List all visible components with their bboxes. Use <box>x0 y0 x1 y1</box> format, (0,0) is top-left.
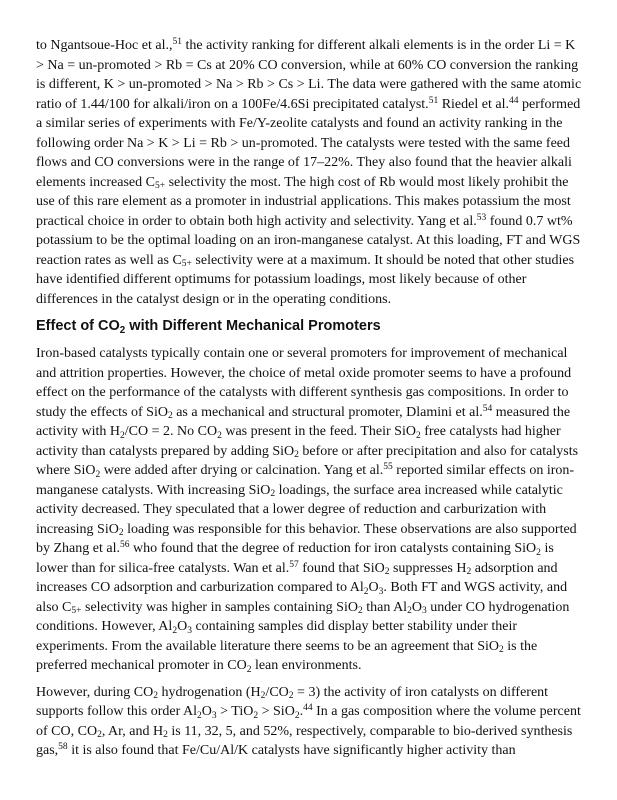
text-run: In a gas composition where the volume percent of CO, CO <box>36 704 581 739</box>
text-run: However, during CO <box>36 684 154 700</box>
text-run: who found that the degree of reduction for iron catalysts containing SiO <box>129 541 537 556</box>
subscript: 2 <box>260 691 266 702</box>
citation-ref: 53 <box>476 212 487 223</box>
text-run: under CO hydrogenation conditions. However, Al <box>36 599 570 634</box>
paragraph-alkali-promoters <box>36 36 584 309</box>
subscript: 2 <box>270 489 276 500</box>
subscript: 2 <box>120 430 125 441</box>
text-run: selectivity was higher in samples containing SiO <box>81 599 358 615</box>
text-run: O <box>177 619 188 634</box>
subscript: 3 <box>187 625 192 636</box>
subscript: 2 <box>153 691 159 702</box>
heading-text: Effect of CO <box>36 318 120 334</box>
subscript: 2 <box>163 730 168 741</box>
subscript: 2 <box>294 450 299 461</box>
subscript: 2 <box>167 411 173 422</box>
text-run: reported similar effects on iron-manganese catalysts. With increasing SiO <box>36 463 575 498</box>
subscript: 2 <box>357 606 363 617</box>
subscript: 2 <box>246 664 252 675</box>
citation-ref: 51 <box>172 37 182 48</box>
text-run: > TiO <box>216 704 254 719</box>
text-run: is 11, 32, 5, and 52%, respectively, comparable to bio-derived synthesis gas, <box>36 723 573 758</box>
citation-ref: 56 <box>119 540 130 551</box>
text-run: before or after precipitation and also for catalysts where SiO <box>36 443 579 478</box>
text-run: adsorption and increases CO adsorption and carburization compared to Al <box>36 560 558 595</box>
subscript: 2 <box>466 567 472 578</box>
subscript: 3 <box>211 710 217 721</box>
text-run: selectivity the most. The high cost of Rb would most likely prohibit the use of this rare element as a promoter in industrial applications. This makes potassium the most practical choice in order to obtain both high activity and selectivity. Yang et al. <box>36 174 571 229</box>
text-run: measured the activity with H <box>36 404 571 439</box>
text-run: , Ar, and H <box>101 723 164 739</box>
text-run: is lower than for silica-free catalysts. Wan et al. <box>36 541 554 576</box>
text-run: O <box>368 580 379 595</box>
subscript: 5+ <box>71 606 82 617</box>
text-run: it is also found that Fe/Cu/Al/K catalysts have significantly higher activity than <box>67 743 516 758</box>
subscript: 5+ <box>154 181 166 192</box>
paragraph-mechanical-promoters <box>36 344 584 676</box>
text-run: free catalysts had higher activity than catalysts prepared by adding SiO <box>36 424 561 459</box>
subscript: 2 <box>415 430 421 441</box>
text-run: found that SiO <box>298 560 385 576</box>
document-page <box>36 36 584 761</box>
citation-ref: 55 <box>383 462 393 473</box>
text-run: . <box>299 704 304 719</box>
section-heading <box>36 317 584 336</box>
text-run: was present in the feed. Their SiO <box>221 424 416 439</box>
subscript: 2 <box>499 645 504 656</box>
subscript: 2 <box>407 606 412 617</box>
text-run: Riedel et al. <box>438 96 509 112</box>
text-run: selectivity were at a maximum. It should be noted that other studies have identified different optimums for potassium loadings, most likely because of other differences in the catalyst design or in the operating conditions. <box>36 252 575 307</box>
subscript: 2 <box>536 547 541 558</box>
text-run: O <box>201 704 212 719</box>
text-run: the activity ranking for different alkali elements is in the order Li = K > Na = un-promoted > Rb = Cs at 20% CO conversion, while at 60% CO conversion the ranking is different, K > un-promoted > Na > Rb > Cs > Li. The data were gathered with the same atomic ratio of 1.44/100 for alkali/iron on a 100Fe/4.6Si precipitated catalyst. <box>36 38 582 112</box>
text-run: to Ngantsoue-Hoc et al., <box>36 38 173 53</box>
text-run: /CO <box>265 684 289 700</box>
text-run: Iron-based catalysts typically contain one or several promoters for improvement of mechanical and attrition properties. However, the choice of metal oxide promoter seems to have a profound effect on the performance of the catalysts with different synthesis gas compositions. In order to study the effects of SiO <box>36 346 572 420</box>
text-run: than Al <box>362 599 408 615</box>
subscript: 2 <box>118 528 124 539</box>
subscript: 2 <box>288 691 294 702</box>
text-run: /CO = 2. No CO <box>124 424 218 439</box>
subscript: 2 <box>384 567 390 578</box>
subscript: 2 <box>197 710 202 721</box>
subscript: 2 <box>363 586 369 597</box>
text-run: hydrogenation (H <box>158 684 261 700</box>
citation-ref: 44 <box>508 95 519 106</box>
text-run: . Both FT and WGS activity, and also C <box>36 580 568 615</box>
subscript: 2 <box>119 324 126 336</box>
text-run: lean environments. <box>251 658 362 673</box>
subscript: 2 <box>172 625 178 636</box>
text-run: performed a similar series of experiments with Fe/Y-zeolite catalysts and found an activity ranking in the following order Na > K > Li = Rb > un-promoted. The catalysts were tested with the same feed flows and CO conversions were in the range of 17–22%. They also found that the heavier alkali elements increased C <box>36 96 581 190</box>
text-run: is the preferred mechanical promoter in CO <box>36 638 538 673</box>
text-run: found 0.7 wt% potassium to be the optimal loading on an iron-manganese catalyst. At this loading, FT and WGS reaction rates as well as C <box>36 213 581 268</box>
text-run: containing samples did display better stability under their experiments. From the available literature there seems to be an agreement that SiO <box>36 619 518 654</box>
text-run: as a mechanical and structural promoter, Dlamini et al. <box>172 404 483 420</box>
text-run: loading was responsible for this behavior. These observations are also supported by Zhang et al. <box>36 521 577 556</box>
text-run: were added after drying or calcination. Yang et al. <box>100 463 384 478</box>
citation-ref: 44 <box>303 703 313 714</box>
heading-text: with Different Mechanical Promoters <box>125 318 381 334</box>
text-run: loadings, the surface area increased while catalytic activity decreased. They speculated that a lower degree of reduction and carburization with increasing SiO <box>36 482 563 537</box>
citation-ref: 51 <box>428 95 439 106</box>
text-run: suppresses H <box>389 560 467 576</box>
subscript: 2 <box>294 710 300 721</box>
subscript: 5+ <box>181 259 192 270</box>
citation-ref: 57 <box>289 559 299 570</box>
subscript: 2 <box>253 710 259 721</box>
paragraph-co2-hydrogenation <box>36 683 584 761</box>
subscript: 3 <box>378 586 384 597</box>
text-run: = 3) the activity of iron catalysts on different supports follow this order Al <box>36 684 549 719</box>
subscript: 3 <box>421 606 427 617</box>
text-run: > SiO <box>258 704 295 719</box>
subscript: 2 <box>95 469 101 480</box>
subscript: 2 <box>217 430 222 441</box>
citation-ref: 54 <box>482 403 493 414</box>
subscript: 2 <box>97 730 102 741</box>
text-run: O <box>411 599 422 615</box>
citation-ref: 58 <box>58 742 68 753</box>
